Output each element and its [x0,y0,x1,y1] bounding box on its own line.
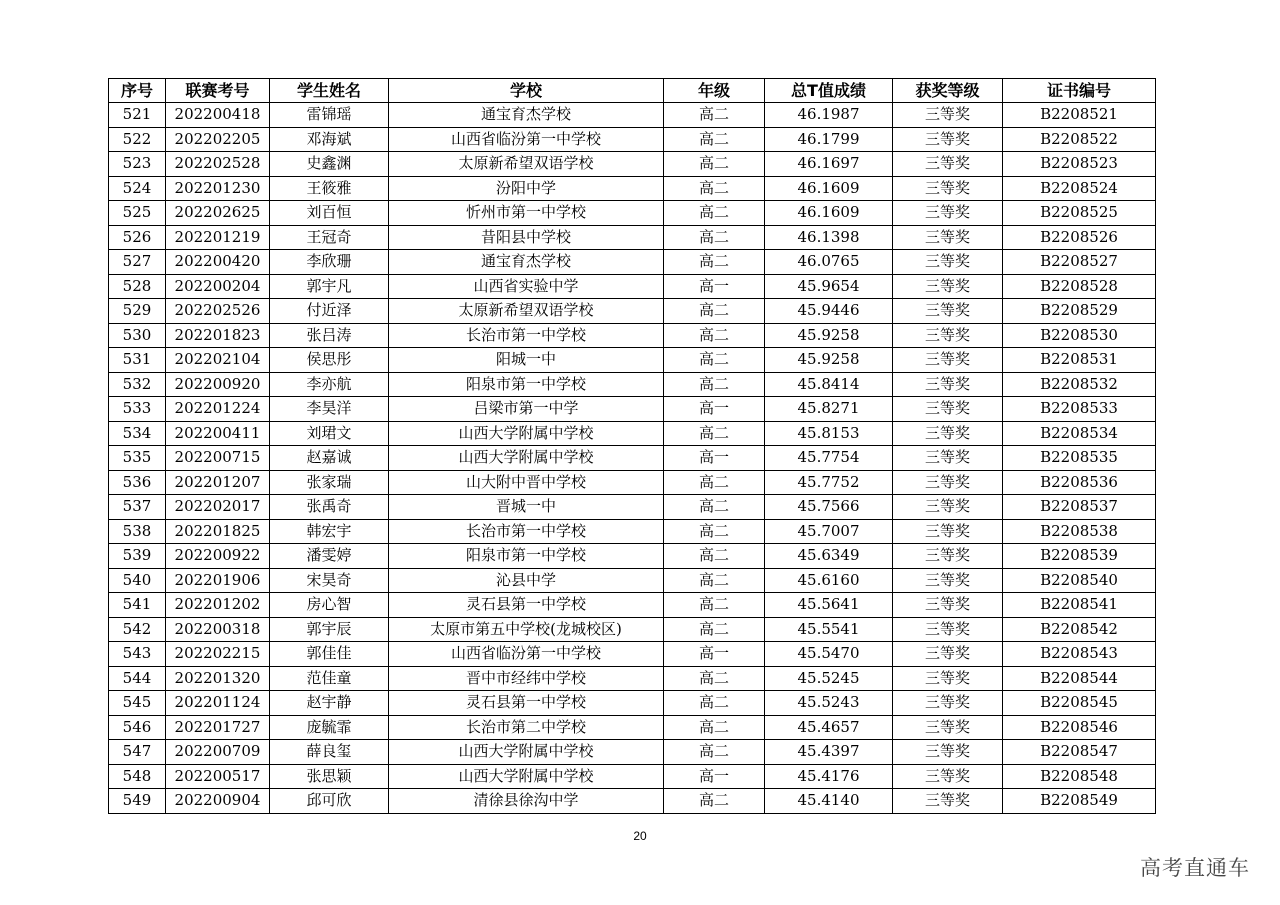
cell-student-name: 张吕涛 [270,323,389,348]
cell-index: 532 [109,372,166,397]
cell-certificate-no: B2208533 [1003,397,1156,422]
cell-student-name: 张家瑞 [270,470,389,495]
table-row [109,446,1156,471]
cell-grade: 高一 [664,274,765,299]
cell-certificate-no: B2208529 [1003,299,1156,324]
cell-exam-id: 202200922 [166,544,270,569]
cell-exam-id: 202200709 [166,740,270,765]
cell-award-level: 三等奖 [893,250,1003,275]
cell-certificate-no: B2208531 [1003,348,1156,373]
cell-school: 山西大学附属中学校 [389,421,664,446]
cell-student-name: 王冠奇 [270,225,389,250]
cell-score: 45.9258 [765,323,893,348]
cell-school: 沁县中学 [389,568,664,593]
cell-award-level: 三等奖 [893,519,1003,544]
cell-student-name: 房心智 [270,593,389,618]
cell-school: 灵石县第一中学校 [389,691,664,716]
cell-score: 45.4657 [765,715,893,740]
cell-school: 山大附中晋中学校 [389,470,664,495]
cell-grade: 高二 [664,201,765,226]
cell-student-name: 潘雯婷 [270,544,389,569]
cell-score: 45.5243 [765,691,893,716]
cell-index: 547 [109,740,166,765]
cell-grade: 高二 [664,127,765,152]
header-row [109,79,1156,103]
cell-exam-id: 202200411 [166,421,270,446]
cell-grade: 高二 [664,617,765,642]
cell-student-name: 张禹奇 [270,495,389,520]
cell-student-name: 韩宏宇 [270,519,389,544]
table-row [109,250,1156,275]
cell-exam-id: 202201825 [166,519,270,544]
cell-grade: 高二 [664,323,765,348]
cell-grade: 高二 [664,470,765,495]
cell-grade: 高二 [664,519,765,544]
header-cell-award-level: 获奖等级 [893,79,1003,103]
cell-certificate-no: B2208549 [1003,789,1156,814]
table-row [109,593,1156,618]
cell-exam-id: 202202625 [166,201,270,226]
cell-certificate-no: B2208536 [1003,470,1156,495]
cell-certificate-no: B2208538 [1003,519,1156,544]
cell-grade: 高二 [664,348,765,373]
cell-score: 45.7566 [765,495,893,520]
cell-certificate-no: B2208541 [1003,593,1156,618]
cell-student-name: 郭宇辰 [270,617,389,642]
cell-grade: 高一 [664,397,765,422]
cell-school: 山西省实验中学 [389,274,664,299]
cell-exam-id: 202200420 [166,250,270,275]
cell-grade: 高二 [664,495,765,520]
cell-score: 45.4397 [765,740,893,765]
cell-index: 540 [109,568,166,593]
table-row [109,544,1156,569]
cell-exam-id: 202200204 [166,274,270,299]
cell-student-name: 郭佳佳 [270,642,389,667]
cell-exam-id: 202202528 [166,152,270,177]
cell-exam-id: 202201202 [166,593,270,618]
cell-school: 阳泉市第一中学校 [389,372,664,397]
cell-score: 46.0765 [765,250,893,275]
table-row [109,152,1156,177]
cell-award-level: 三等奖 [893,617,1003,642]
cell-exam-id: 202201207 [166,470,270,495]
cell-grade: 高二 [664,740,765,765]
cell-student-name: 薛良玺 [270,740,389,765]
cell-award-level: 三等奖 [893,691,1003,716]
header-cell-student-name: 学生姓名 [270,79,389,103]
cell-student-name: 刘珺文 [270,421,389,446]
cell-school: 阳城一中 [389,348,664,373]
cell-score: 46.1609 [765,201,893,226]
table-row [109,372,1156,397]
table-row [109,495,1156,520]
cell-student-name: 付近泽 [270,299,389,324]
cell-award-level: 三等奖 [893,421,1003,446]
cell-index: 548 [109,764,166,789]
table-row [109,740,1156,765]
cell-score: 46.1398 [765,225,893,250]
cell-certificate-no: B2208524 [1003,176,1156,201]
cell-award-level: 三等奖 [893,348,1003,373]
cell-score: 45.9446 [765,299,893,324]
cell-student-name: 刘百恒 [270,201,389,226]
table-row [109,421,1156,446]
cell-award-level: 三等奖 [893,593,1003,618]
table-row [109,225,1156,250]
cell-student-name: 宋昊奇 [270,568,389,593]
cell-index: 522 [109,127,166,152]
cell-award-level: 三等奖 [893,176,1003,201]
cell-student-name: 邓海斌 [270,127,389,152]
cell-certificate-no: B2208528 [1003,274,1156,299]
cell-index: 524 [109,176,166,201]
cell-certificate-no: B2208535 [1003,446,1156,471]
table-row [109,764,1156,789]
cell-award-level: 三等奖 [893,323,1003,348]
cell-school: 山西省临汾第一中学校 [389,642,664,667]
cell-index: 527 [109,250,166,275]
cell-score: 45.9258 [765,348,893,373]
cell-exam-id: 202201230 [166,176,270,201]
cell-school: 灵石县第一中学校 [389,593,664,618]
cell-school: 吕梁市第一中学 [389,397,664,422]
cell-school: 清徐县徐沟中学 [389,789,664,814]
cell-grade: 高二 [664,103,765,128]
cell-score: 45.6160 [765,568,893,593]
cell-index: 537 [109,495,166,520]
cell-index: 543 [109,642,166,667]
award-table [108,78,1156,814]
cell-student-name: 郭宇凡 [270,274,389,299]
cell-certificate-no: B2208525 [1003,201,1156,226]
cell-certificate-no: B2208530 [1003,323,1156,348]
cell-grade: 高一 [664,642,765,667]
cell-student-name: 李昊洋 [270,397,389,422]
cell-grade: 高二 [664,250,765,275]
cell-exam-id: 202200318 [166,617,270,642]
cell-grade: 高二 [664,152,765,177]
cell-score: 45.4140 [765,789,893,814]
cell-school: 晋中市经纬中学校 [389,666,664,691]
cell-school: 山西大学附属中学校 [389,764,664,789]
cell-index: 538 [109,519,166,544]
cell-certificate-no: B2208542 [1003,617,1156,642]
cell-student-name: 张思颖 [270,764,389,789]
cell-exam-id: 202201823 [166,323,270,348]
cell-award-level: 三等奖 [893,789,1003,814]
cell-exam-id: 202200715 [166,446,270,471]
cell-student-name: 李亦航 [270,372,389,397]
table-row [109,470,1156,495]
page-number: 20 [633,829,647,843]
table-row [109,519,1156,544]
table-row [109,176,1156,201]
cell-index: 526 [109,225,166,250]
cell-student-name: 赵宇静 [270,691,389,716]
cell-score: 46.1697 [765,152,893,177]
cell-award-level: 三等奖 [893,299,1003,324]
cell-exam-id: 202202526 [166,299,270,324]
cell-student-name: 庞毓霏 [270,715,389,740]
cell-grade: 高二 [664,225,765,250]
cell-certificate-no: B2208539 [1003,544,1156,569]
cell-exam-id: 202201320 [166,666,270,691]
cell-school: 昔阳县中学校 [389,225,664,250]
cell-certificate-no: B2208521 [1003,103,1156,128]
cell-index: 530 [109,323,166,348]
cell-exam-id: 202201906 [166,568,270,593]
table-row [109,789,1156,814]
cell-award-level: 三等奖 [893,127,1003,152]
cell-grade: 高二 [664,715,765,740]
cell-exam-id: 202201224 [166,397,270,422]
table-row [109,103,1156,128]
cell-index: 525 [109,201,166,226]
cell-certificate-no: B2208547 [1003,740,1156,765]
cell-school: 通宝育杰学校 [389,250,664,275]
cell-score: 45.9654 [765,274,893,299]
cell-school: 晋城一中 [389,495,664,520]
cell-index: 541 [109,593,166,618]
table-row [109,127,1156,152]
cell-score: 46.1609 [765,176,893,201]
cell-score: 45.8271 [765,397,893,422]
cell-score: 45.5541 [765,617,893,642]
cell-student-name: 雷锦瑶 [270,103,389,128]
cell-award-level: 三等奖 [893,642,1003,667]
cell-score: 46.1799 [765,127,893,152]
cell-score: 45.7007 [765,519,893,544]
header-cell-score: 总T值成绩 [765,79,893,103]
cell-certificate-no: B2208546 [1003,715,1156,740]
cell-certificate-no: B2208540 [1003,568,1156,593]
cell-award-level: 三等奖 [893,274,1003,299]
cell-grade: 高二 [664,544,765,569]
watermark: 高考直通车 [1140,856,1250,880]
cell-school: 通宝育杰学校 [389,103,664,128]
cell-certificate-no: B2208544 [1003,666,1156,691]
cell-certificate-no: B2208548 [1003,764,1156,789]
cell-award-level: 三等奖 [893,544,1003,569]
cell-score: 46.1987 [765,103,893,128]
table-row [109,323,1156,348]
cell-index: 545 [109,691,166,716]
cell-score: 45.7754 [765,446,893,471]
cell-grade: 高二 [664,176,765,201]
cell-student-name: 侯思彤 [270,348,389,373]
cell-index: 521 [109,103,166,128]
cell-exam-id: 202200418 [166,103,270,128]
table-row [109,666,1156,691]
cell-index: 539 [109,544,166,569]
cell-exam-id: 202202205 [166,127,270,152]
cell-exam-id: 202201219 [166,225,270,250]
cell-award-level: 三等奖 [893,152,1003,177]
cell-score: 45.5470 [765,642,893,667]
table-row [109,201,1156,226]
cell-school: 太原新希望双语学校 [389,152,664,177]
cell-award-level: 三等奖 [893,495,1003,520]
cell-index: 533 [109,397,166,422]
cell-score: 45.7752 [765,470,893,495]
table-row [109,274,1156,299]
cell-certificate-no: B2208545 [1003,691,1156,716]
cell-index: 546 [109,715,166,740]
cell-index: 535 [109,446,166,471]
cell-school: 太原新希望双语学校 [389,299,664,324]
cell-grade: 高一 [664,764,765,789]
cell-certificate-no: B2208543 [1003,642,1156,667]
table-row [109,617,1156,642]
cell-award-level: 三等奖 [893,740,1003,765]
cell-certificate-no: B2208523 [1003,152,1156,177]
cell-student-name: 范佳童 [270,666,389,691]
cell-grade: 高二 [664,372,765,397]
cell-school: 太原市第五中学校(龙城校区) [389,617,664,642]
cell-index: 542 [109,617,166,642]
cell-student-name: 邱可欣 [270,789,389,814]
cell-school: 长治市第一中学校 [389,519,664,544]
cell-school: 汾阳中学 [389,176,664,201]
cell-grade: 高二 [664,568,765,593]
cell-exam-id: 202202104 [166,348,270,373]
cell-student-name: 王筱雅 [270,176,389,201]
cell-score: 45.8414 [765,372,893,397]
cell-grade: 高二 [664,299,765,324]
cell-grade: 高二 [664,691,765,716]
table-row [109,568,1156,593]
table-row [109,642,1156,667]
cell-grade: 高二 [664,666,765,691]
cell-school: 山西大学附属中学校 [389,446,664,471]
table-row [109,348,1156,373]
cell-student-name: 李欣珊 [270,250,389,275]
cell-score: 45.5245 [765,666,893,691]
cell-score: 45.4176 [765,764,893,789]
cell-award-level: 三等奖 [893,715,1003,740]
cell-exam-id: 202200904 [166,789,270,814]
cell-award-level: 三等奖 [893,201,1003,226]
cell-certificate-no: B2208527 [1003,250,1156,275]
header-cell-certificate-no: 证书编号 [1003,79,1156,103]
cell-index: 523 [109,152,166,177]
cell-exam-id: 202200517 [166,764,270,789]
table-row [109,691,1156,716]
table-row [109,397,1156,422]
cell-award-level: 三等奖 [893,103,1003,128]
cell-exam-id: 202201124 [166,691,270,716]
cell-school: 山西省临汾第一中学校 [389,127,664,152]
cell-certificate-no: B2208532 [1003,372,1156,397]
cell-index: 536 [109,470,166,495]
cell-award-level: 三等奖 [893,397,1003,422]
cell-index: 549 [109,789,166,814]
cell-exam-id: 202202017 [166,495,270,520]
cell-school: 忻州市第一中学校 [389,201,664,226]
cell-award-level: 三等奖 [893,446,1003,471]
header-cell-grade: 年级 [664,79,765,103]
cell-student-name: 史鑫渊 [270,152,389,177]
cell-award-level: 三等奖 [893,225,1003,250]
table-row [109,299,1156,324]
cell-score: 45.5641 [765,593,893,618]
cell-award-level: 三等奖 [893,470,1003,495]
cell-certificate-no: B2208537 [1003,495,1156,520]
cell-award-level: 三等奖 [893,372,1003,397]
cell-index: 529 [109,299,166,324]
cell-school: 长治市第二中学校 [389,715,664,740]
cell-student-name: 赵嘉诚 [270,446,389,471]
cell-certificate-no: B2208526 [1003,225,1156,250]
cell-score: 45.8153 [765,421,893,446]
cell-school: 山西大学附属中学校 [389,740,664,765]
table-row [109,715,1156,740]
header-cell-index: 序号 [109,79,166,103]
table-body [109,103,1156,814]
cell-exam-id: 202201727 [166,715,270,740]
cell-index: 531 [109,348,166,373]
header-cell-school: 学校 [389,79,664,103]
cell-grade: 高二 [664,421,765,446]
cell-certificate-no: B2208534 [1003,421,1156,446]
cell-exam-id: 202200920 [166,372,270,397]
cell-index: 544 [109,666,166,691]
cell-grade: 高二 [664,593,765,618]
cell-award-level: 三等奖 [893,666,1003,691]
cell-index: 534 [109,421,166,446]
header-cell-exam-id: 联赛考号 [166,79,270,103]
cell-award-level: 三等奖 [893,568,1003,593]
cell-grade: 高二 [664,789,765,814]
cell-index: 528 [109,274,166,299]
cell-grade: 高一 [664,446,765,471]
cell-school: 阳泉市第一中学校 [389,544,664,569]
cell-award-level: 三等奖 [893,764,1003,789]
cell-certificate-no: B2208522 [1003,127,1156,152]
cell-score: 45.6349 [765,544,893,569]
cell-exam-id: 202202215 [166,642,270,667]
cell-school: 长治市第一中学校 [389,323,664,348]
